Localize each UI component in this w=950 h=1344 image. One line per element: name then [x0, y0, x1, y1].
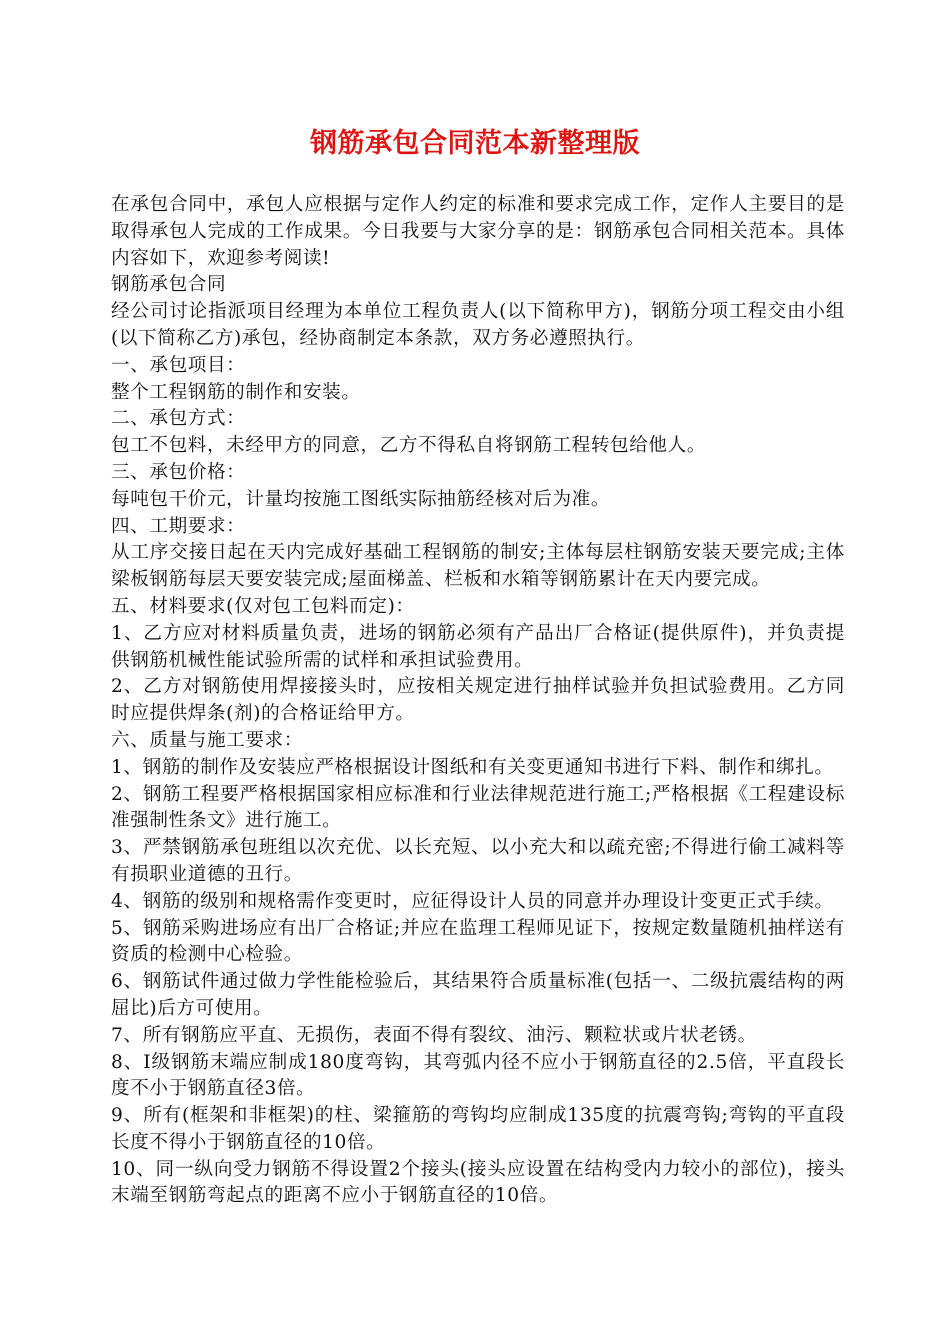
materials-item: 1、乙方应对材料质量负责，进场的钢筋必须有产品出厂合格证(提供原件)，并负责提供钢筋机械性能试验所需的试样和承担试验费用。 [111, 622, 845, 671]
document-body [111, 192, 845, 1210]
section-heading-price: 三、承包价格： [111, 461, 246, 483]
intro-paragraph: 在承包合同中，承包人应根据与定作人约定的标准和要求完成工作，定作人主要目的是取得承包人完成的工作成果。今日我要与大家分享的是：钢筋承包合同相关范本。具体内容如下，欢迎参考阅读! [111, 194, 845, 269]
section-heading-quality: 六、质量与施工要求： [111, 729, 303, 751]
section-heading-project: 一、承包项目： [111, 354, 246, 376]
quality-item: 4、钢筋的级别和规格需作变更时，应征得设计人员的同意并办理设计变更正式手续。 [111, 890, 834, 912]
section-text-project: 整个工程钢筋的制作和安装。 [111, 381, 361, 403]
document-title: 钢筋承包合同范本新整理版 [310, 128, 640, 159]
quality-item: 7、所有钢筋应平直、无损伤，表面不得有裂纹、油污、颗粒状或片状老锈。 [111, 1024, 757, 1046]
section-text-schedule: 从工序交接日起在天内完成好基础工程钢筋的制安;主体每层柱钢筋安装天要完成;主体梁板钢筋每层天要安装完成;屋面梯盖、栏板和水箱等钢筋累计在天内要完成。 [111, 542, 845, 591]
section-heading-schedule: 四、工期要求： [111, 515, 246, 537]
quality-item: 3、严禁钢筋承包班组以次充优、以长充短、以小充大和以疏充密;不得进行偷工减料等有损职业道德的丑行。 [111, 837, 845, 885]
quality-item: 5、钢筋采购进场应有出厂合格证;并应在监理工程师见证下，按规定数量随机抽样送有资质的检测中心检验。 [111, 917, 845, 966]
section-text-price: 每吨包干价元，计量均按施工图纸实际抽筋经核对后为准。 [111, 488, 611, 510]
quality-item: 8、Ⅰ级钢筋末端应制成180度弯钩，其弯弧内径不应小于钢筋直径的2.5倍，平直段长度不小于钢筋直径3倍。 [111, 1051, 845, 1100]
materials-item: 2、乙方对钢筋使用焊接接头时，应按相关规定进行抽样试验并负担试验费用。乙方同时应提供焊条(剂)的合格证给甲方。 [111, 676, 845, 725]
quality-item: 1、钢筋的制作及安装应严格根据设计图纸和有关变更通知书进行下料、制作和绑扎。 [111, 756, 834, 778]
preamble-paragraph: 经公司讨论指派项目经理为本单位工程负责人(以下简称甲方)，钢筋分项工程交由小组(以下简称乙方)承包，经协商制定本条款，双方务必遵照执行。 [111, 301, 845, 349]
section-heading-method: 二、承包方式： [111, 408, 246, 430]
quality-item: 10、同一纵向受力钢筋不得设置2个接头(接头应设置在结构受内力较小的部位)，接头末端至钢筋弯起点的距离不应小于钢筋直径的10倍。 [111, 1158, 845, 1207]
section-heading-materials: 五、材料要求(仅对包工包料而定)： [111, 595, 415, 617]
quality-item: 2、钢筋工程要严格根据国家相应标准和行业法律规范进行施工;严格根据《工程建设标准强制性条文》进行施工。 [111, 783, 845, 832]
quality-item: 9、所有(框架和非框架)的柱、梁箍筋的弯钩均应制成135度的抗震弯钩;弯钩的平直段长度不得小于钢筋直径的10倍。 [111, 1105, 845, 1153]
contract-heading: 钢筋承包合同 [111, 274, 227, 296]
quality-item: 6、钢筋试件通过做力学性能检验后，其结果符合质量标准(包括一、二级抗震结构的两屈比)后方可使用。 [111, 971, 845, 1019]
section-text-method: 包工不包料，未经甲方的同意，乙方不得私自将钢筋工程转包给他人。 [111, 435, 707, 457]
